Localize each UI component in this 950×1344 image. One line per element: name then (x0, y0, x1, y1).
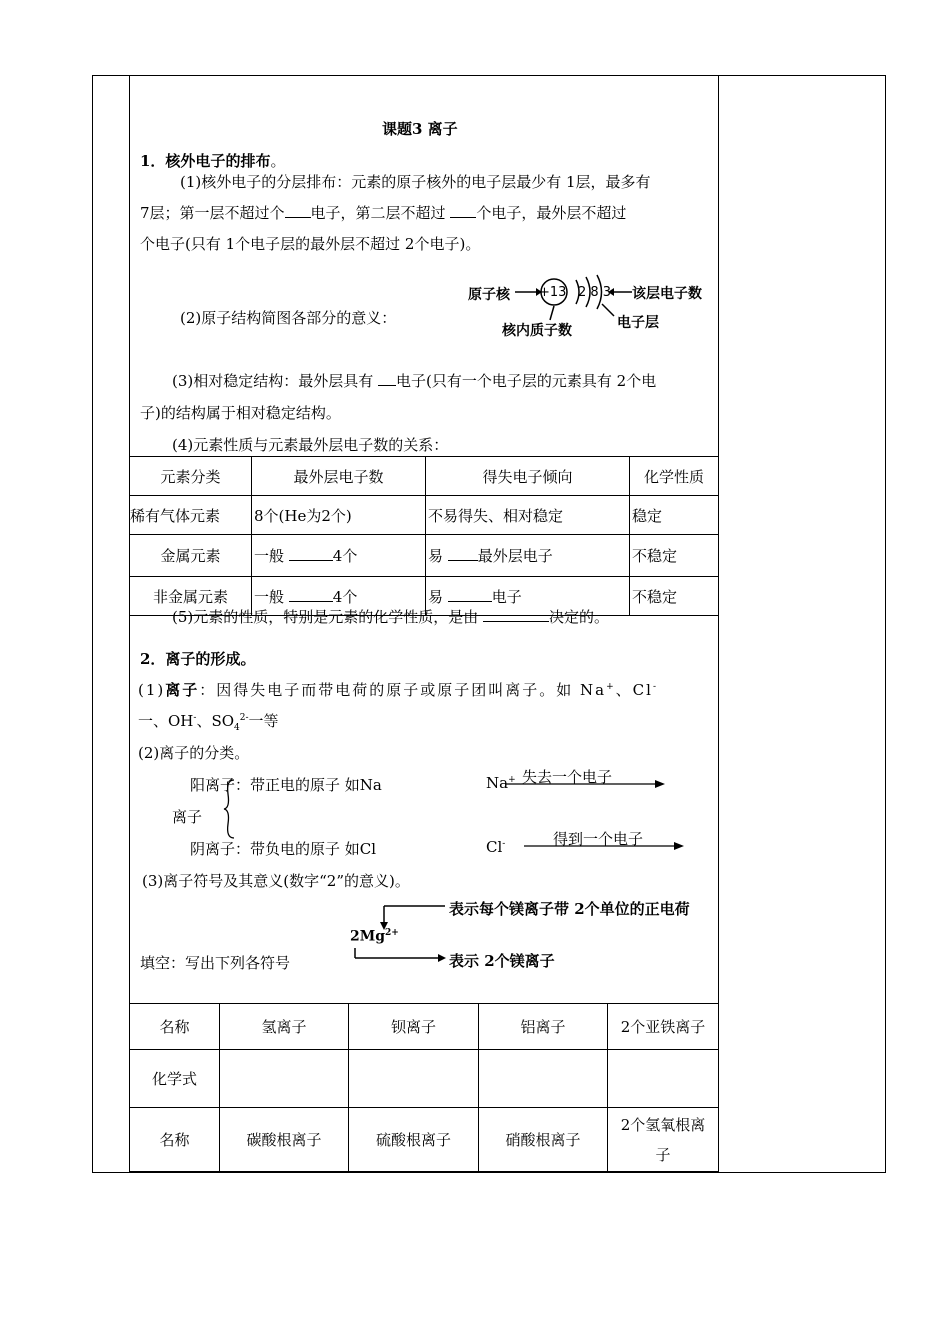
table-cell: 硫酸根离子 (349, 1108, 479, 1172)
table-cell: 稀有气体元素 (130, 496, 252, 535)
para3-line1: (3)相对稳定结构：最外层具有 电子(只有一个电子层的元素具有 2个电 (172, 372, 657, 390)
ion-definition-line2: 一、OH-、$SO_4^{2-}$一等 (138, 712, 279, 733)
section1-heading: 1．核外电子的排布。 (140, 152, 286, 170)
answer-cell[interactable] (479, 1050, 608, 1108)
para1-line2: 7层；第一层不超过个 电子，第二层不超过 个电子，最外层不超过 (140, 204, 627, 222)
table-cell: 硝酸根离子 (479, 1108, 608, 1172)
layer-count-label: 该层电子数 (632, 286, 702, 302)
blank[interactable] (483, 609, 549, 622)
ion-label: 离子 (172, 808, 203, 826)
para1-line1: (1)核外电子的分层排布：元素的原子核外的电子层最少有 1层，最多有 (180, 173, 651, 191)
table-header: 得失电子倾向 (426, 457, 630, 496)
lose-electron-label: 失去一个电子 (522, 768, 613, 786)
table-cell: 不稳定 (630, 577, 719, 616)
table-cell: 2个亚铁离子 (608, 1004, 719, 1050)
page-title: 课题3 离子 (382, 120, 458, 138)
table-cell: 稳定 (630, 496, 719, 535)
table-cell: 8个(He为2个) (252, 496, 426, 535)
electron-counts: 2 8 3 (578, 285, 612, 300)
table-cell: 钡离子 (349, 1004, 479, 1050)
table-cell: 2个氢氧根离 子 (608, 1108, 719, 1172)
table-cell: 易 电子 (426, 577, 630, 616)
table-cell: 名称 (130, 1004, 220, 1050)
blank[interactable] (285, 205, 311, 218)
table-cell: 碳酸根离子 (220, 1108, 349, 1172)
shell-label: 电子层 (617, 315, 659, 331)
table-cell: 易 最外层电子 (426, 535, 630, 577)
blank[interactable] (448, 548, 478, 561)
ion-symbol-meaning: (3)离子符号及其意义(数字“2”的意义)。 (142, 872, 410, 890)
table-cell: 化学式 (130, 1050, 220, 1108)
blank[interactable] (289, 548, 333, 561)
proton-label: 核内质子数 (502, 323, 572, 339)
para5: (5)元素的性质，特别是元素的化学性质，是由 决定的。 (172, 608, 610, 626)
ion-symbol-table (129, 1003, 719, 1172)
anion-line: 阴离子：带负电的原子 如Cl (190, 840, 377, 858)
table-header: 化学性质 (630, 457, 719, 496)
blank[interactable] (448, 589, 492, 602)
blank[interactable] (289, 589, 333, 602)
gain-electron-label: 得到一个电子 (553, 830, 644, 848)
table-row (130, 1108, 719, 1172)
table-row (130, 496, 719, 535)
nucleus-charge: +13 (539, 285, 567, 300)
table-header: 最外层电子数 (252, 457, 426, 496)
blank[interactable] (378, 373, 396, 386)
nucleus-label: 原子核 (468, 287, 510, 303)
table-cell: 不易得失、相对稳定 (426, 496, 630, 535)
table-cell: 不稳定 (630, 535, 719, 577)
cl-ion: Cl- (486, 838, 506, 856)
table-cell: 铝离子 (479, 1004, 608, 1050)
answer-cell[interactable] (349, 1050, 479, 1108)
cation-line: 阳离子：带正电的原子 如Na (190, 776, 382, 794)
table-row (130, 535, 719, 577)
table-header: 元素分类 (130, 457, 252, 496)
answer-cell[interactable] (220, 1050, 349, 1108)
ion-classification: (2)离子的分类。 (138, 744, 250, 762)
table-cell: 一般 4个 (252, 535, 426, 577)
element-property-table (129, 456, 719, 616)
para1-line3: 个电子(只有 1个电子层的最外层不超过 2个电子)。 (140, 235, 481, 253)
arrow-right-icon (524, 840, 686, 852)
para3-line2: 子)的结构属于相对稳定结构。 (140, 404, 341, 422)
table-cell: 氢离子 (220, 1004, 349, 1050)
table-header-row (130, 457, 719, 496)
table-cell: 名称 (130, 1108, 220, 1172)
section2-heading: 2．离子的形成。 (140, 650, 256, 668)
para2: (2)原子结构简图各部分的意义： (180, 309, 397, 327)
ion-definition-line1: (1)离子：因得失电子而带电荷的原子或原子团叫离子。如 Na+、Cl- (138, 681, 658, 699)
table-cell: 非金属元素 (130, 577, 252, 616)
blank[interactable] (450, 205, 476, 218)
mg-symbol: $2Mg^{2+}$ (350, 928, 399, 945)
mg-top-meaning: 表示每个镁离子带 2个单位的正电荷 (449, 900, 690, 918)
arrow-right-icon (505, 778, 667, 790)
table-row (130, 1004, 719, 1050)
fill-in-instruction: 填空：写出下列各符号 (140, 954, 291, 972)
brace-icon (222, 778, 236, 840)
para4: (4)元素性质与元素最外层电子数的关系： (172, 436, 449, 454)
table-cell: 金属元素 (130, 535, 252, 577)
table-cell: 一般 4个 (252, 577, 426, 616)
mg-bottom-meaning: 表示 2个镁离子 (449, 952, 555, 970)
answer-cell[interactable] (608, 1050, 719, 1108)
table-row (130, 1050, 719, 1108)
na-ion: Na+ (486, 774, 516, 792)
